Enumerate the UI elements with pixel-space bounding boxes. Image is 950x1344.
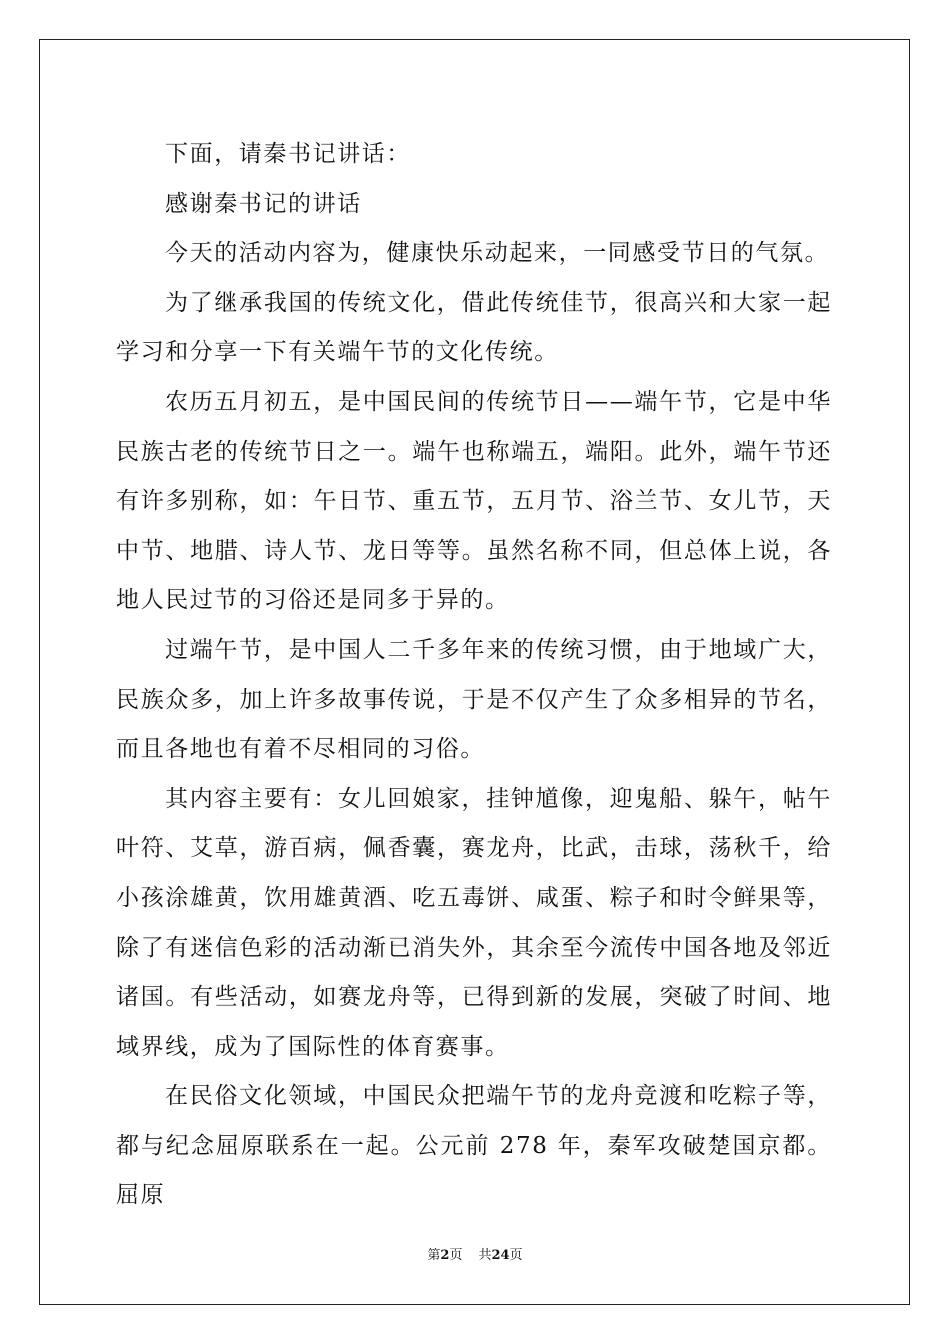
paragraph: 为了继承我国的传统文化，借此传统佳节，很高兴和大家一起学习和分享一下有关端午节的文化传统。 bbox=[116, 289, 832, 366]
paragraph: 其内容主要有：女儿回娘家，挂钟馗像，迎鬼船、躲午，帖午叶符、艾草，游百病，佩香囊，赛龙舟，比武，击球，荡秋千，给小孩涂雄黄，饮用雄黄酒、吃五毒饼、咸蛋、粽子和时令鲜果等，除了有迷信色彩的活动渐已消失外，其余至今流传中国各地及邻近诸国。有些活动，如赛龙舟等，已得到新的发展，突破了时间、地域界线，成为了国际性的体育赛事。 bbox=[116, 785, 832, 1060]
paragraph: 在民俗文化领域，中国民众把端午节的龙舟竞渡和吃粽子等，都与纪念屈原联系在一起。公元前 278 年，秦军攻破楚国京都。屈原 bbox=[116, 1083, 832, 1209]
total-pages: 24 bbox=[491, 1248, 510, 1263]
document-body bbox=[116, 130, 832, 1221]
page-prefix: 第 bbox=[427, 1248, 441, 1263]
paragraph: 农历五月初五，是中国民间的传统节日——端午节，它是中华民族古老的传统节日之一。端午也称端五，端阳。此外，端午节还有许多别称，如：午日节、重五节，五月节、浴兰节、女儿节，天中节、地腊、诗人节、龙日等等。虽然名称不同，但总体上说，各地人民过节的习俗还是同多于异的。 bbox=[116, 388, 832, 614]
paragraph: 过端午节，是中国人二千多年来的传统习惯，由于地域广大，民族众多，加上许多故事传说，于是不仅产生了众多相异的节名，而且各地也有着不尽相同的习俗。 bbox=[116, 636, 832, 763]
total-unit: 页 bbox=[509, 1248, 523, 1263]
paragraph: 今天的活动内容为，健康快乐动起来，一同感受节日的气氛。 bbox=[165, 240, 830, 267]
page-number: 2 bbox=[440, 1248, 450, 1263]
paragraph: 下面，请秦书记讲话： bbox=[165, 141, 411, 167]
page-unit: 页 bbox=[449, 1248, 463, 1263]
paragraph: 感谢秦书记的讲话 bbox=[165, 190, 362, 217]
page-footer bbox=[0, 1246, 950, 1266]
total-prefix: 共 bbox=[478, 1248, 492, 1263]
